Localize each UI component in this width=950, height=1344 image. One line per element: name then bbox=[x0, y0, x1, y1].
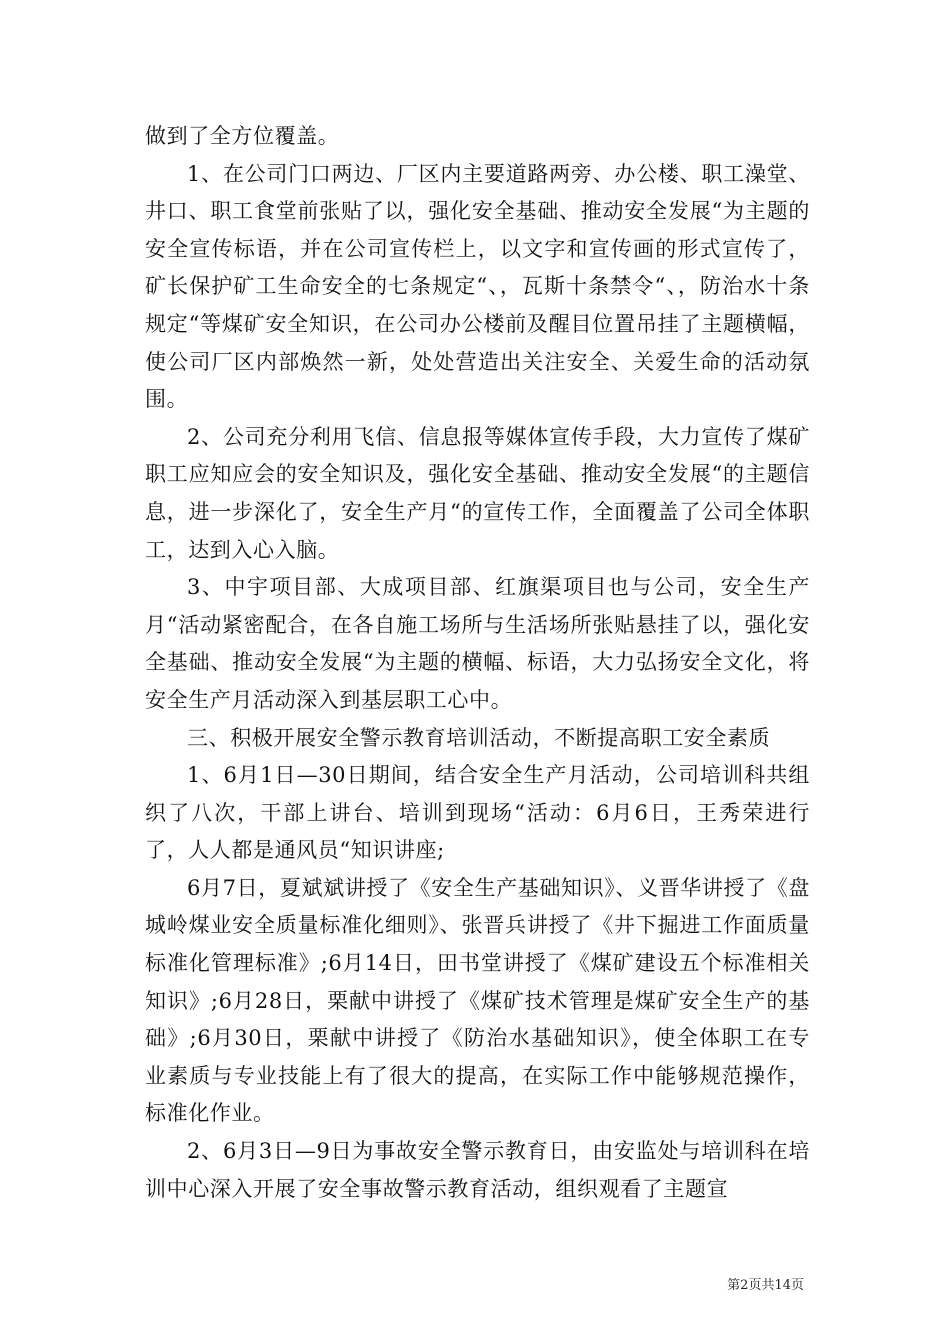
section-heading-training: 三、积极开展安全警示教育培训活动，不断提高职工安全素质 bbox=[187, 725, 771, 750]
paragraph-lectures-list: 6月7日，夏斌斌讲授了《安全生产基础知识》、义晋华讲授了《盘城岭煤业安全质量标准化细则》、张晋兵讲授了《井下掘进工作面质量标准化管理标准》;6月14日，田书堂讲授了《煤矿建设五个标准相关知识》;6月28日，栗献中讲授了《煤矿技术管理是煤矿安全生产的基础》;6月30日，栗献中讲授了《防治水基础知识》，使全体职工在专业素质与专业技能上有了很大的提高，在实际工作中能够规范操作，标准化作业。 bbox=[145, 875, 810, 1126]
paragraph-training-item-2: 2、6月3日—9日为事故安全警示教育日，由安监处与培训科在培训中心深入开展了安全事故警示教育活动，组织观看了主题宣 bbox=[145, 1139, 810, 1201]
paragraph-training-item-1: 1、6月1日—30日期间，结合安全生产月活动，公司培训科共组织了八次，干部上讲台、培训到现场“活动：6月6日，王秀荣进行了，人人都是通风员“知识讲座; bbox=[145, 763, 810, 863]
page-footer-page-number: 第2页共14页 bbox=[727, 1278, 804, 1293]
paragraph-item-1-slogans: 1、在公司门口两边、厂区内主要道路两旁、办公楼、职工澡堂、井口、职工食堂前张贴了以，强化安全基础、推动安全发展“为主题的安全宣传标语，并在公司宣传栏上，以文字和宣传画的形式宣传了，矿长保护矿工生命安全的七条规定“、，瓦斯十条禁令“、，防治水十条规定“等煤矿安全知识，在公司办公楼前及醒目位置吊挂了主题横幅，使公司厂区内部焕然一新，处处营造出关注安全、关爱生命的活动氛围。 bbox=[145, 161, 810, 412]
document-body bbox=[145, 118, 810, 1208]
paragraph-item-3-projects: 3、中宇项目部、大成项目部、红旗渠项目也与公司，安全生产月“活动紧密配合，在各自施工场所与生活场所张贴悬挂了以，强化安全基础、推动安全发展“为主题的横幅、标语，大力弘扬安全文化，将安全生产月活动深入到基层职工心中。 bbox=[145, 575, 810, 712]
paragraph-coverage-continuation: 做到了全方位覆盖。 bbox=[145, 124, 340, 148]
paragraph-item-2-media: 2、公司充分利用飞信、信息报等媒体宣传手段，大力宣传了煤矿职工应知应会的安全知识及，强化安全基础、推动安全发展“的主题信息，进一步深化了，安全生产月“的宣传工作，全面覆盖了公司全体职工，达到入心入脑。 bbox=[145, 424, 810, 562]
